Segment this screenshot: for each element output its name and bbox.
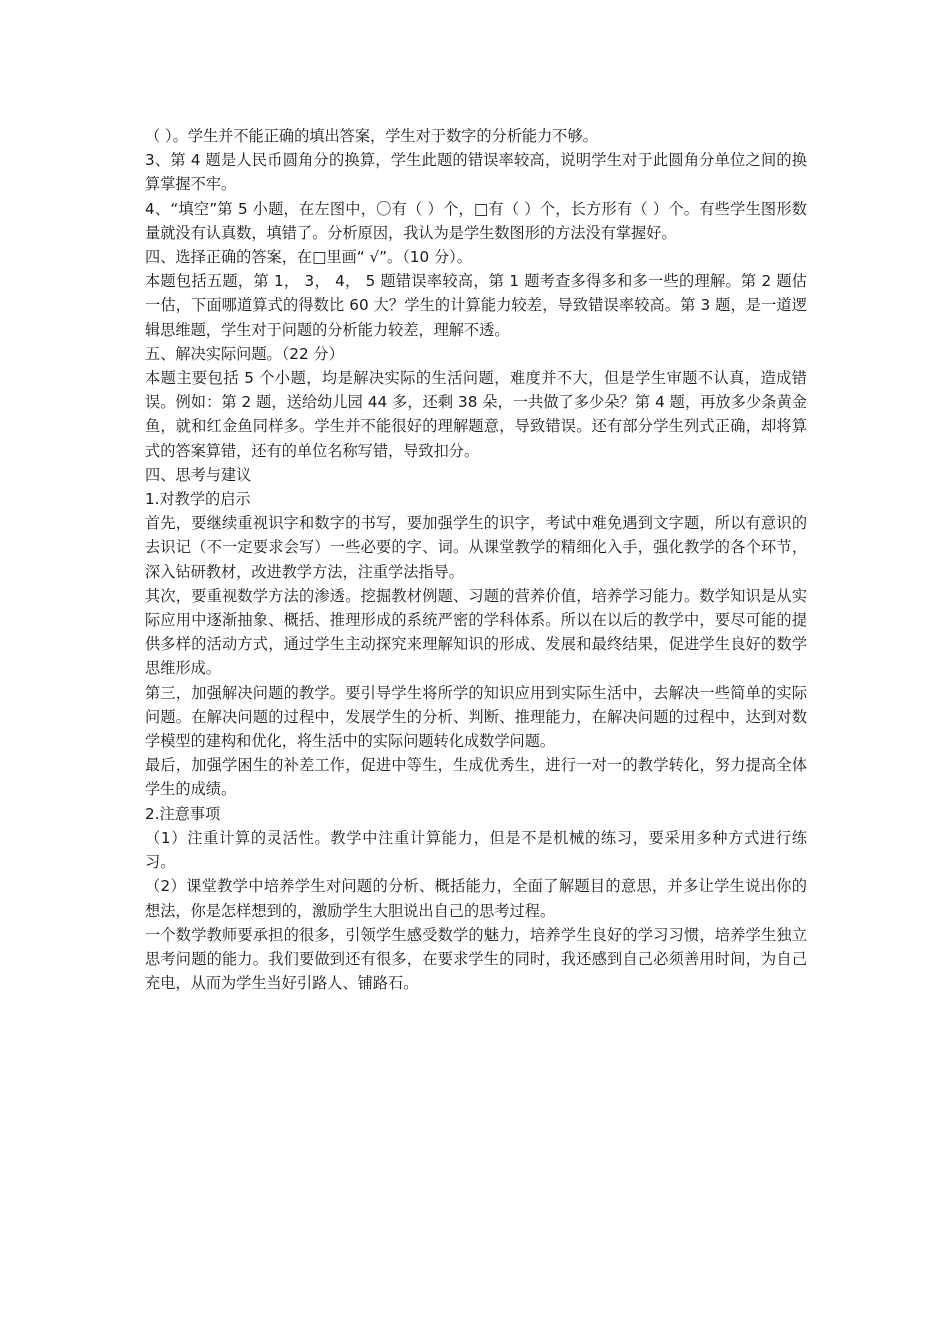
heading-section-choice: 四、选择正确的答案，在□里画“ √”。（10 分）。 <box>145 248 472 267</box>
paragraph-problems-analysis: 本题主要包括 5 个小题，均是解决实际的生活问题，难度并不大，但是学生审题不认真，造成错误。例如：第 2 题，送给幼儿园 44 多，还剩 38 朵，一共做了多少朵？第 4 题，再放多少条黄金鱼，就和红金鱼同样多。学生并不能很好的理解题意，导致错误。还有部分学生列式正确，却将算式的答案算错，还有的单位名称写错，导致扣分。 <box>145 369 807 460</box>
paragraph-third-point: 第三，加强解决问题的教学。要引导学生将所学的知识应用到实际生活中，去解决一些简单的实际问题。在解决问题的过程中，发展学生的分析、判断、推理能力，在解决问题的过程中，达到对数学模型的建构和优化，将生活中的实际问题转化成数学问题。 <box>145 683 807 751</box>
heading-reflection: 四、思考与建议 <box>145 465 252 484</box>
subheading-teaching-insights: 1.对教学的启示 <box>145 490 251 509</box>
paragraph-item-3-currency: 3、第 4 题是人民币圆角分的换算，学生此题的错误率较高，说明学生对于此圆角分单位之间的换算掌握不牢。 <box>145 151 807 194</box>
paragraph-note-1: （1）注重计算的灵活性。教学中注重计算能力，但是不是机械的练习，要采用多种方式进行练习。 <box>145 828 807 872</box>
paragraph-item-4-shapes: 4、“填空”第 5 小题，在左图中，〇有（ ）个，□有（ ）个，长方形有（ ）个。有些学生图形数量就没有认真数，填错了。分析原因，我认为是学生数图形的方法没有掌握好。 <box>145 199 807 242</box>
paragraph-choice-analysis: 本题包括五题，第 1， 3， 4， 5 题错误率较高，第 1 题考查多得多和多一些的理解。第 2 题估一估，下面哪道算式的得数比 60 大？学生的计算能力较差，导致错误率较高。第 3 题，是一道逻辑思维题，学生对于问题的分析能力较差，理解不透。 <box>145 272 807 339</box>
document-page <box>145 124 807 995</box>
paragraph-final-point: 最后，加强学困生的补差工作，促进中等生，生成优秀生，进行一对一的教学转化，努力提高全体学生的成绩。 <box>145 756 807 799</box>
paragraph-answer-analysis: （ ）。学生并不能正确的填出答案，学生对于数字的分析能力不够。 <box>145 127 598 145</box>
paragraph-second-point: 其次，要重视数学方法的渗透。挖掘教材例题、习题的营养价值，培养学习能力。数学知识是从实际应用中逐渐抽象、概括、推理形成的系统严密的学科体系。所以在以后的教学中，要尽可能的提供多样的活动方式，通过学生主动探究来理解知识的形成、发展和最终结果，促进学生良好的数学思维形成。 <box>145 586 807 678</box>
paragraph-first-point: 首先，要继续重视识字和数字的书写，要加强学生的识字，考试中难免遇到文字题，所以有意识的去识记（不一定要求会写）一些必要的字、词。从课堂教学的精细化入手，强化教学的各个环节，深入钻研教材，改进教学方法，注重学法指导。 <box>145 514 807 581</box>
heading-section-problems: 五、解决实际问题。（22 分） <box>145 344 344 363</box>
paragraph-conclusion: 一个数学教师要承担的很多，引领学生感受数学的魅力，培养学生良好的学习习惯，培养学生独立思考问题的能力。我们要做到还有很多，在要求学生的同时，我还感到自己必须善用时间，为自己充电，从而为学生当好引路人、铺路石。 <box>145 925 807 993</box>
subheading-notes: 2.注意事项 <box>145 804 221 823</box>
paragraph-note-2: （2）课堂教学中培养学生对问题的分析、概括能力，全面了解题目的意思，并多让学生说出你的想法，你是怎样想到的，激励学生大胆说出自己的思考过程。 <box>145 877 807 920</box>
